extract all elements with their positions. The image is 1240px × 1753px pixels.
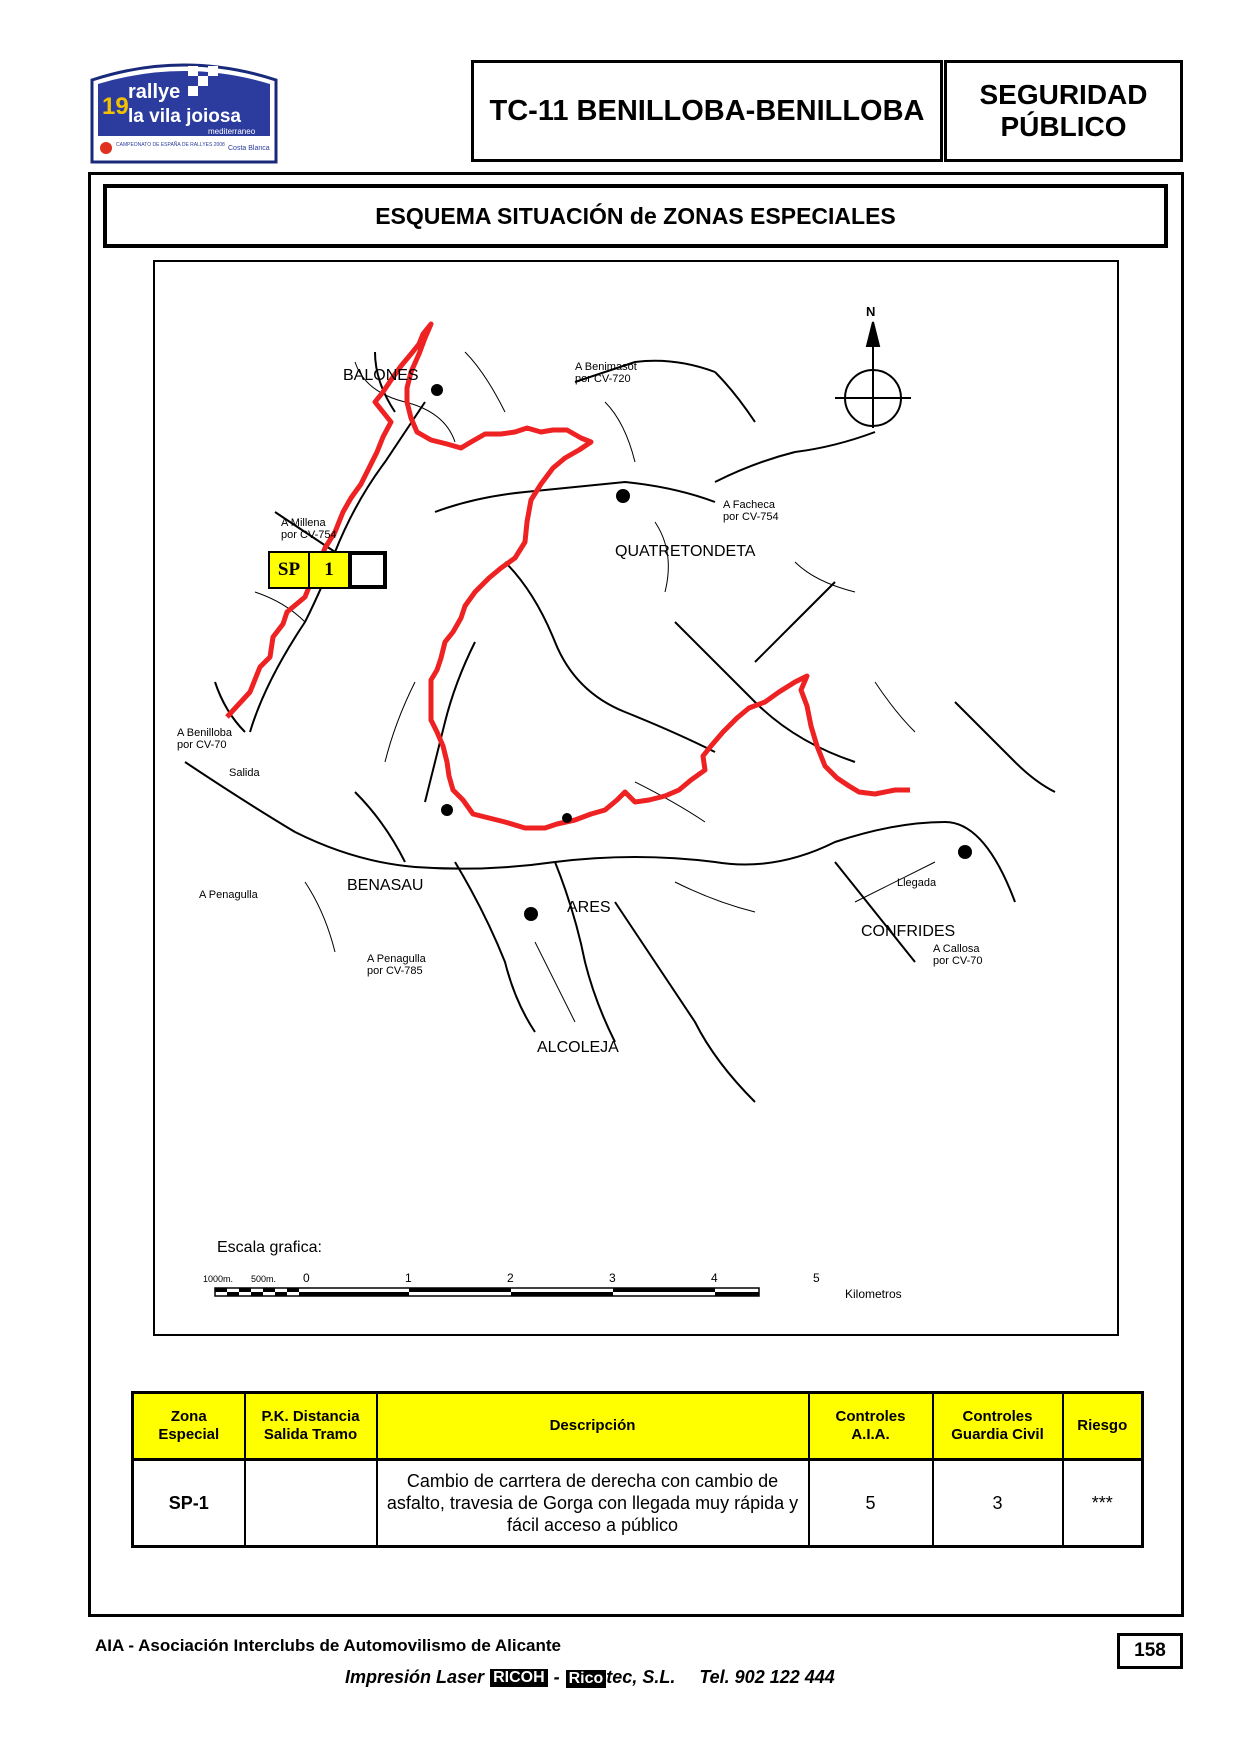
stage-title: TC-11 BENILLOBA-BENILLOBA bbox=[471, 60, 943, 162]
th-controles-aia: Controles A.I.A. bbox=[809, 1393, 933, 1460]
dir-penagulla: A Penagulla bbox=[199, 889, 258, 901]
section-heading-line2: PÚBLICO bbox=[1000, 111, 1127, 142]
th-zona: Zona Especial bbox=[133, 1393, 245, 1460]
scale-bar bbox=[215, 1288, 759, 1296]
dir-millena-1: A Millena bbox=[281, 517, 326, 529]
dir-benimasot-2: por CV-720 bbox=[575, 373, 631, 385]
scale-tick-4: 4 bbox=[711, 1271, 718, 1285]
dir-facheca-1: A Facheca bbox=[723, 499, 775, 511]
scale-tick-2: 2 bbox=[507, 1271, 514, 1285]
svg-text:mediterraneo: mediterraneo bbox=[208, 127, 256, 136]
dir-penagulla2-1: A Penagulla bbox=[367, 953, 426, 965]
cell-controles-aia: 5 bbox=[809, 1460, 933, 1547]
cell-zona: SP-1 bbox=[133, 1460, 245, 1547]
cell-riesgo: *** bbox=[1063, 1460, 1143, 1547]
ricoh-logo: RICOH bbox=[490, 1669, 548, 1687]
section-heading bbox=[944, 60, 1183, 162]
th-riesgo: Riesgo bbox=[1063, 1393, 1143, 1460]
start-label: Salida bbox=[229, 767, 260, 779]
scale-tick-1: 1 bbox=[405, 1271, 412, 1285]
page-number: 158 bbox=[1117, 1633, 1183, 1669]
print-suffix: tec, S.L. bbox=[606, 1667, 676, 1687]
svg-text:la vila joiosa: la vila joiosa bbox=[128, 106, 241, 127]
th-pk: P.K. Distancia Salida Tramo bbox=[245, 1393, 377, 1460]
th-descripcion: Descripción bbox=[377, 1393, 809, 1460]
cell-controles-gc: 3 bbox=[933, 1460, 1063, 1547]
compass-icon bbox=[835, 322, 911, 428]
svg-text:19: 19 bbox=[102, 93, 129, 120]
cell-pk bbox=[245, 1460, 377, 1547]
th-controles-gc: Controles Guardia Civil bbox=[933, 1393, 1063, 1460]
footer-print-credit bbox=[345, 1667, 835, 1688]
dir-facheca-2: por CV-754 bbox=[723, 511, 779, 523]
town-alcoleja: ALCOLEJA bbox=[537, 1039, 619, 1056]
sp-marker-location bbox=[348, 551, 387, 589]
town-markers bbox=[431, 384, 972, 921]
svg-text:Costa Blanca: Costa Blanca bbox=[228, 145, 270, 152]
road-network bbox=[185, 352, 1055, 1102]
dir-millena-2: por CV-754 bbox=[281, 529, 337, 541]
town-quatretondeta: QUATRETONDETA bbox=[615, 543, 756, 560]
print-separator: - bbox=[553, 1667, 560, 1687]
minor-roads bbox=[255, 352, 935, 1022]
footer-organization: AIA - Asociación Interclubs de Automovilismo de Alicante bbox=[95, 1636, 562, 1655]
section-heading-line1: SEGURIDAD bbox=[979, 79, 1148, 110]
town-balones: BALONES bbox=[343, 367, 419, 384]
cell-descripcion: Cambio de carrtera de derecha con cambio de asfalto, travesia de Gorga con llegada muy rápida y fácil acceso a público bbox=[377, 1460, 809, 1547]
print-prefix: Impresión Laser bbox=[345, 1667, 485, 1687]
town-benasau: BENASAU bbox=[347, 877, 424, 894]
dir-benilloba-1: A Benilloba bbox=[177, 727, 233, 739]
scale-title: Escala grafica: bbox=[217, 1239, 322, 1256]
dir-benimasot-1: A Benimasot bbox=[575, 361, 637, 373]
scale-left-500: 500m. bbox=[251, 1274, 277, 1284]
table-row bbox=[133, 1460, 1143, 1547]
sp-marker-number: 1 bbox=[308, 551, 350, 589]
svg-text:CAMPEONATO DE ESPAÑA DE RALLYE: CAMPEONATO DE ESPAÑA DE RALLYES 2008 bbox=[116, 142, 225, 148]
special-zones-table bbox=[131, 1391, 1144, 1548]
dir-callosa-2: por CV-70 bbox=[933, 955, 983, 967]
scale-left-1000: 1000m. bbox=[203, 1274, 234, 1284]
rally-logo bbox=[88, 58, 280, 166]
scale-unit: Kilometros bbox=[845, 1287, 902, 1301]
dir-benilloba-2: por CV-70 bbox=[177, 739, 227, 751]
compass-label: N bbox=[866, 304, 876, 319]
scale-tick-3: 3 bbox=[609, 1271, 616, 1285]
scale-tick-5: 5 bbox=[813, 1271, 820, 1285]
table-header-row bbox=[133, 1393, 1143, 1460]
map-section-title: ESQUEMA SITUACIÓN de ZONAS ESPECIALES bbox=[103, 184, 1168, 248]
route-map bbox=[153, 260, 1119, 1336]
dir-callosa-1: A Callosa bbox=[933, 943, 980, 955]
finish-label: Llegada bbox=[897, 877, 937, 889]
scale-tick-0: 0 bbox=[303, 1271, 310, 1285]
print-tel: Tel. 902 122 444 bbox=[699, 1667, 835, 1687]
svg-text:rallye: rallye bbox=[128, 81, 181, 103]
ricotec-logo: Rico bbox=[566, 1670, 607, 1688]
town-confrides: CONFRIDES bbox=[861, 923, 956, 940]
town-ares: ARES bbox=[567, 899, 611, 916]
sp-marker-code: SP bbox=[268, 551, 310, 589]
dir-penagulla2-2: por CV-785 bbox=[367, 965, 423, 977]
